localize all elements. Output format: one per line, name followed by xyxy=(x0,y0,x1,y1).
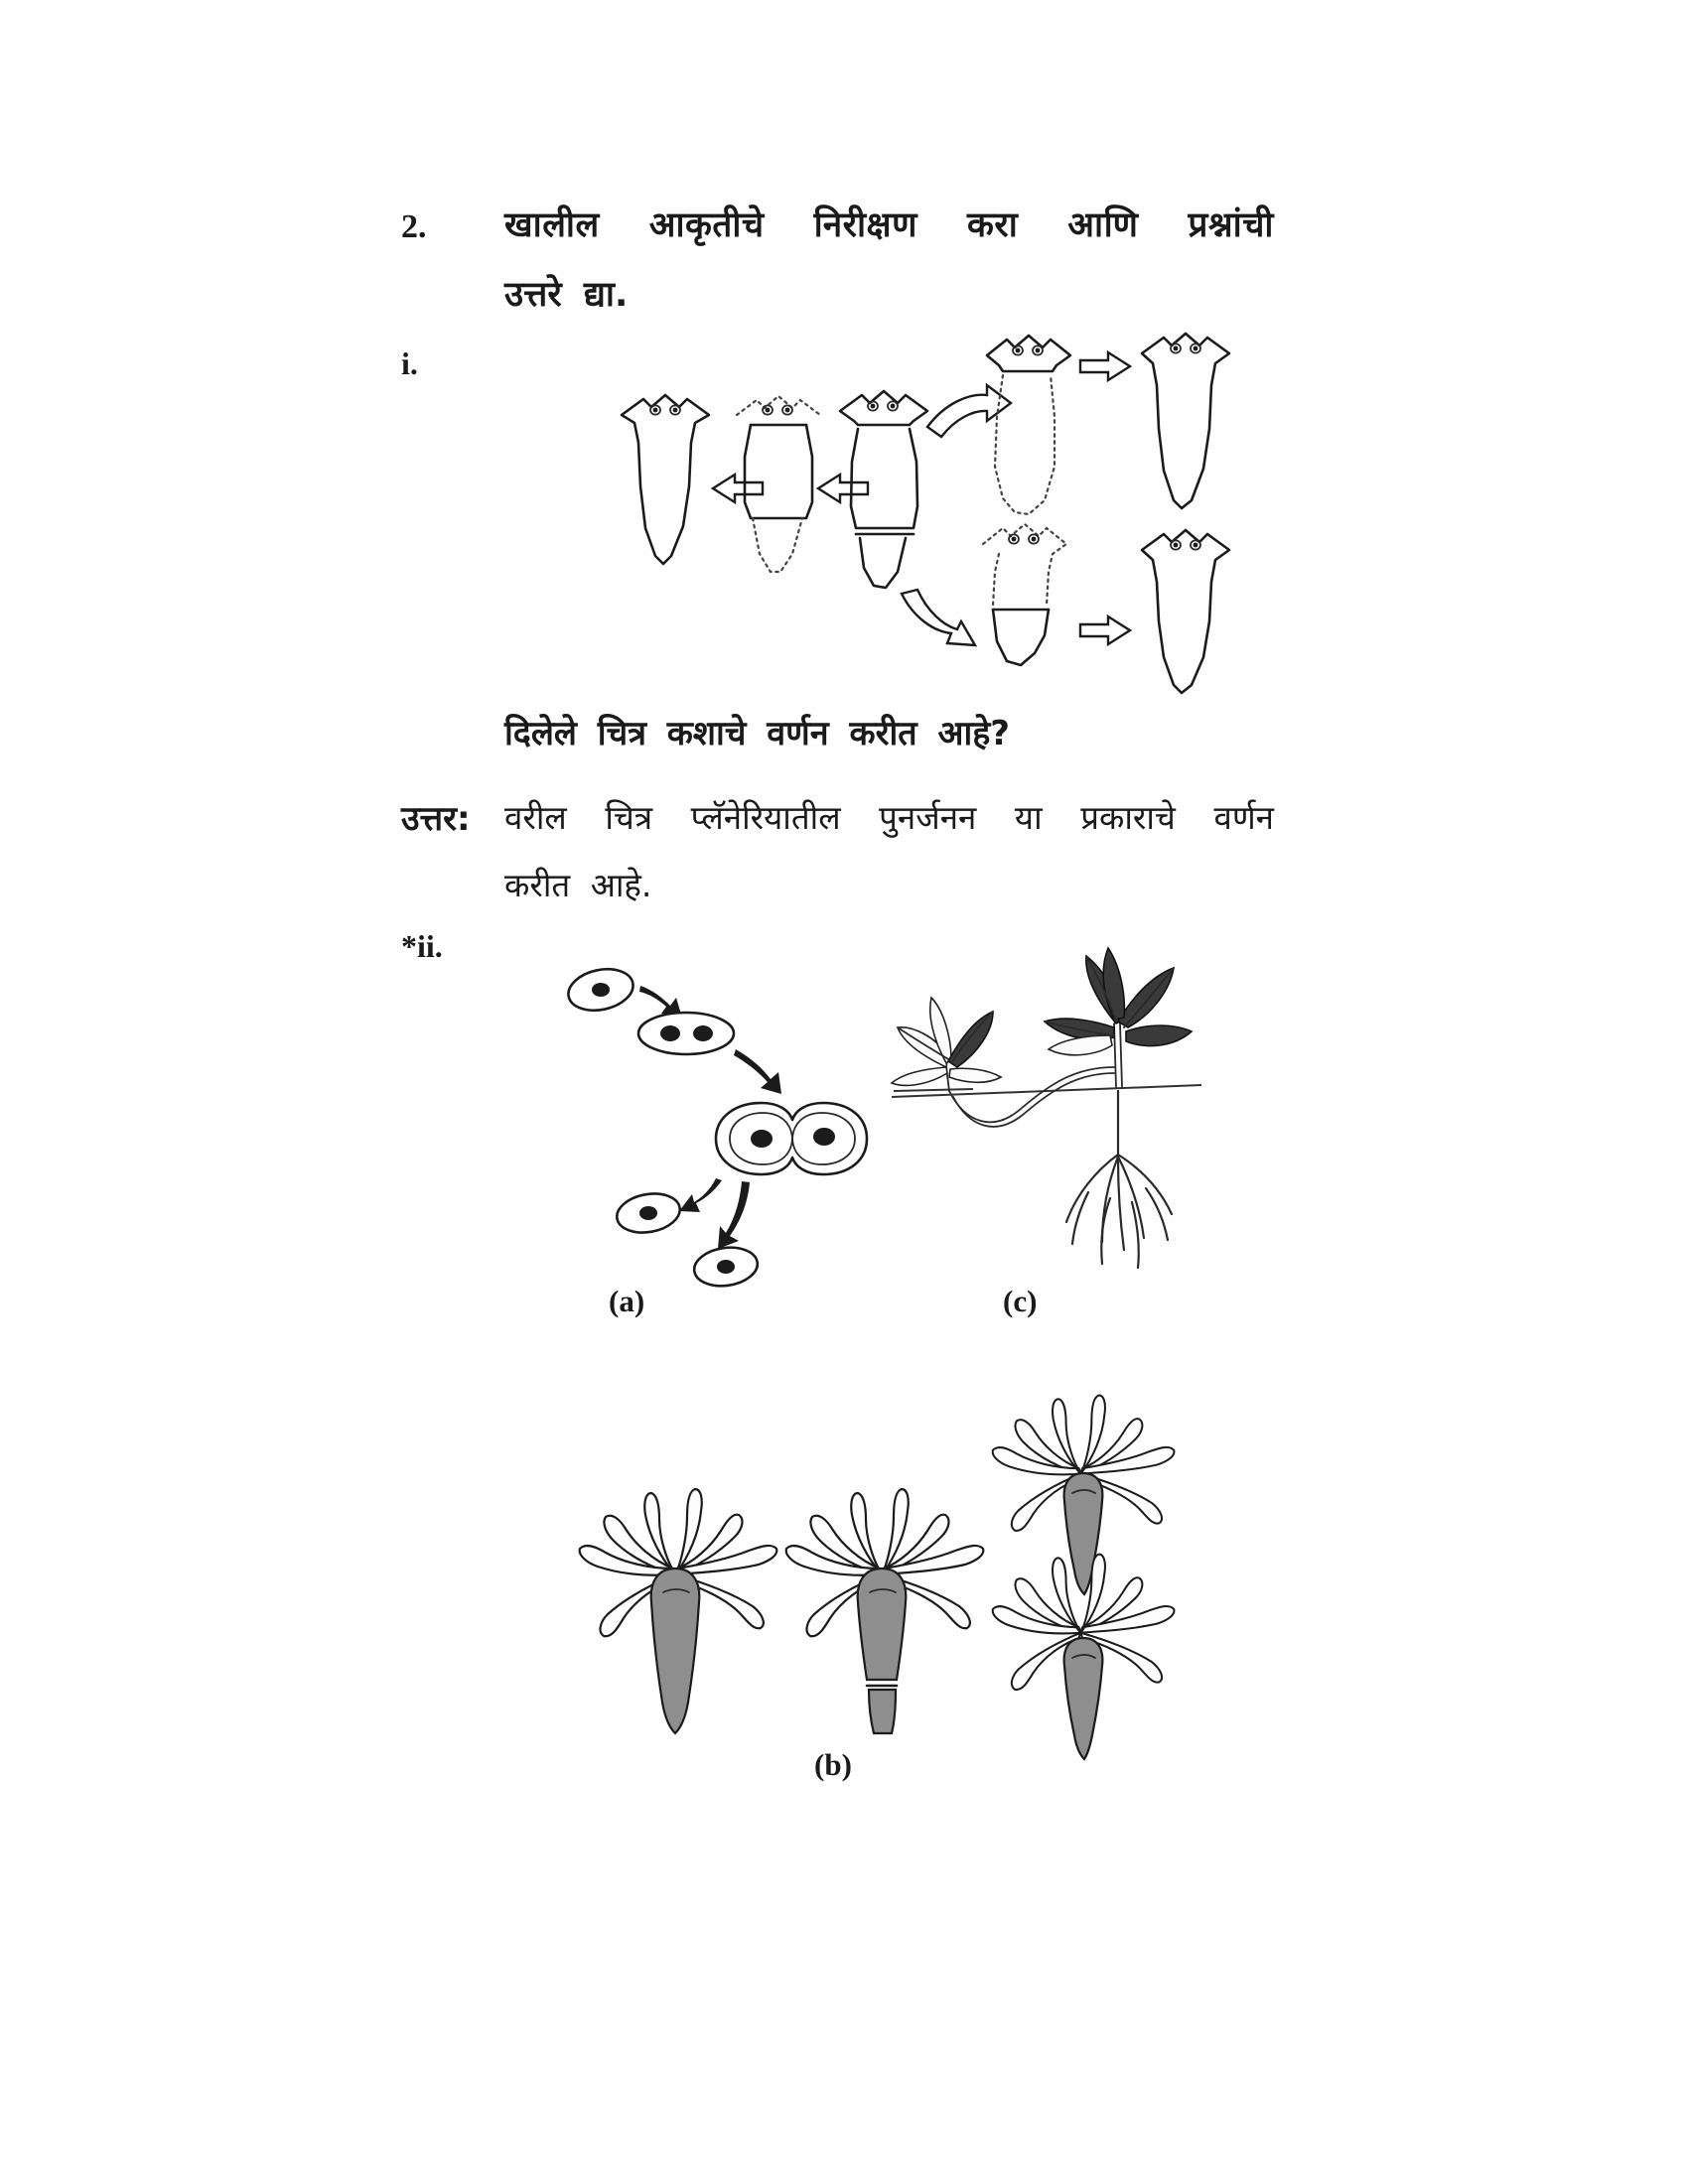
hydra-parent-middle-with-bud xyxy=(786,1489,984,1733)
question-text-line-1: खालील आकृतीचे निरीक्षण करा आणि प्रश्नांची xyxy=(504,205,1274,245)
item-marker-i: i. xyxy=(401,345,418,381)
parent-plant-right xyxy=(1045,948,1192,1268)
planaria-head-piece-regenerating xyxy=(987,336,1070,514)
planaria-regenerated-upper xyxy=(1142,334,1229,508)
figure-label-c: (c) xyxy=(1003,1284,1038,1318)
fission-arrow-2 xyxy=(734,1049,781,1094)
answer-text-line-1: वरील चित्र प्लॅनेरियातील पुनर्जनन या प्रकाराचे वर्णन xyxy=(504,798,1274,837)
curved-arrow-lower xyxy=(902,590,975,645)
binary-fission-diagram xyxy=(541,928,869,1286)
arrow-left-2 xyxy=(818,475,868,502)
hydra-detaching-fragment xyxy=(869,1690,896,1733)
fission-daughter-cell-bottom xyxy=(692,1244,761,1291)
fission-arrow-3 xyxy=(679,1178,722,1212)
plant-roots xyxy=(1066,1091,1172,1268)
fission-stage-1-single-cell xyxy=(565,964,637,1017)
arrow-right-upper xyxy=(1080,352,1130,380)
arrow-left-1 xyxy=(713,475,763,502)
figure-label-a: (a) xyxy=(609,1284,645,1318)
planaria-tail-piece-regenerating xyxy=(983,524,1066,665)
question-text-line-2: उत्तरे द्या. xyxy=(504,275,629,315)
fission-arrow-4 xyxy=(718,1181,750,1249)
hydra-new-individual-top-right xyxy=(993,1396,1175,1594)
item-marker-ii: *ii. xyxy=(401,928,443,964)
hydra-parent-left xyxy=(580,1489,777,1733)
answer-text-line-2: करीत आहे. xyxy=(504,866,652,904)
fission-stage-3-constriction xyxy=(716,1103,867,1174)
daughter-plant-left xyxy=(892,998,1001,1091)
planaria-regeneration-diagram xyxy=(586,308,1112,705)
fission-stage-2-two-nuclei xyxy=(638,1013,734,1054)
sub-question-text: दिलेले चित्र कशाचे वर्णन करीत आहे? xyxy=(504,714,1011,753)
answer-label: उत्तर: xyxy=(401,799,471,839)
planaria-regenerated-lower xyxy=(1142,530,1229,693)
arrow-right-lower xyxy=(1080,616,1130,644)
vegetative-propagation-plant-diagram xyxy=(854,928,1201,1286)
planaria-worm-left-regenerated xyxy=(622,395,709,564)
fission-daughter-cell-left xyxy=(614,1189,683,1238)
figure-label-b: (b) xyxy=(814,1747,852,1782)
question-number: 2. xyxy=(401,208,427,245)
hydra-budding-diagram xyxy=(536,1390,1192,1767)
